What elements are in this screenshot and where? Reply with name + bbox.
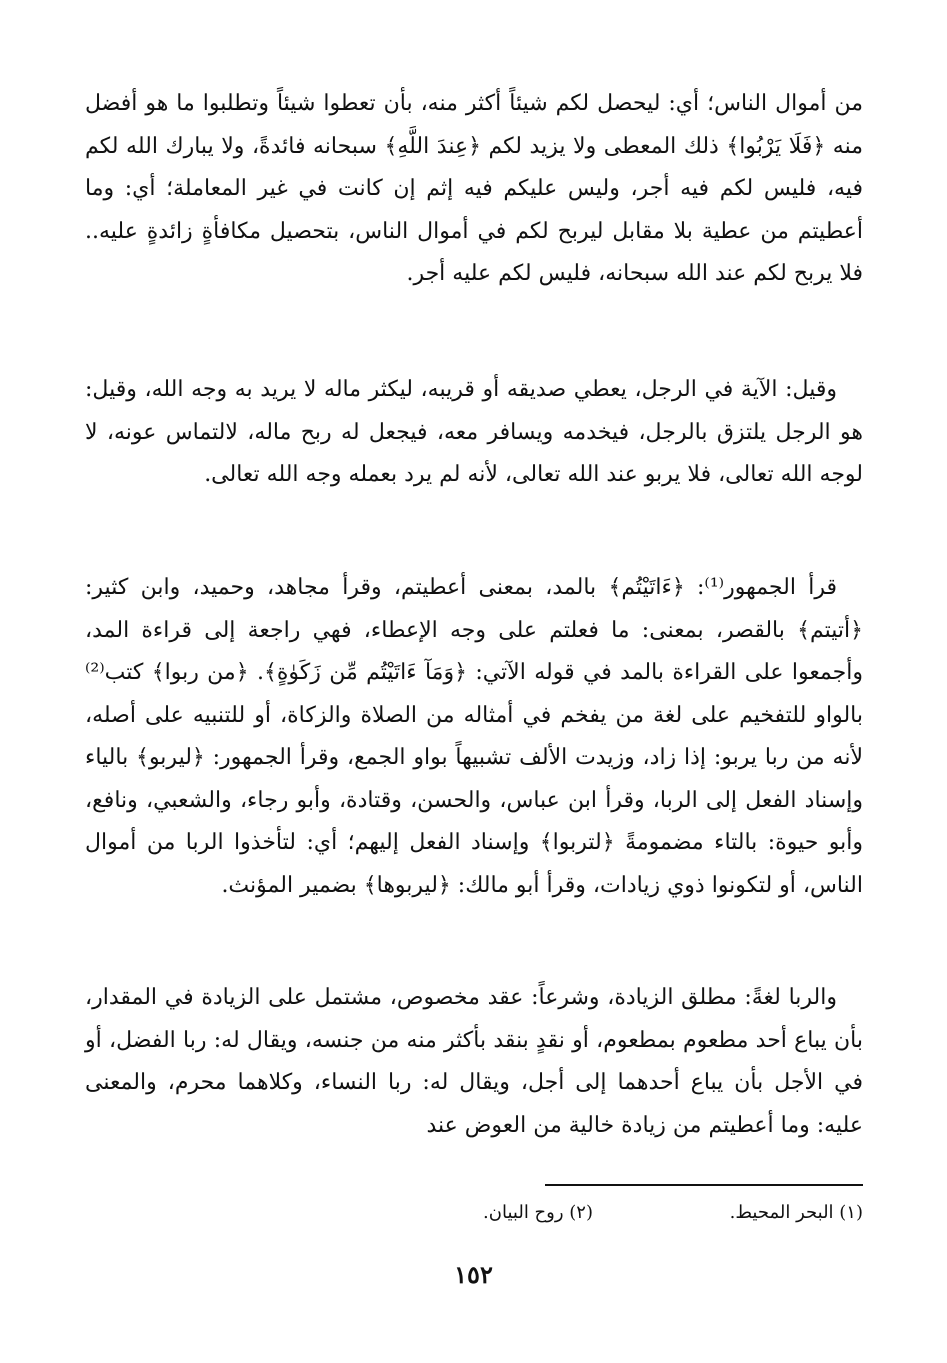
paragraph-4: والربا لغةً: مطلق الزيادة، وشرعاً: عقد مخصوص، مشتمل على الزيادة في المقدار، بأن يباع أحد مطعوم بمطعوم، أو نقدٍ بنقد بأكثر منه من جنسه، ويقال له: ربا الفضل، أو في الأجل بأن يباع أحدهما إلى أجل، ويقال له: ربا النساء، وكلاهما محرم، والمعنى عليه: وما أعطيتم من زيادة خالية من العوض عند: [85, 985, 863, 1138]
footnote-1: (١) البحر المحيط.: [729, 1202, 863, 1223]
footnotes: [85, 1196, 863, 1230]
paragraph-1: من أموال الناس؛ أي: ليحصل لكم شيئاً أكثر منه، بأن تعطوا شيئاً وتطلبوا ما هو أفضل منه ﴿فَلَا يَرْبُوا﴾ ذلك المعطى ولا يزيد لكم ﴿عِندَ اللَّهِ﴾ سبحانه فائدةً، ولا يبارك الله لكم فيه، فليس لكم فيه أجر، وليس عليكم فيه إثم إن كانت في غير المعاملة؛ أي: وما أعطيتم من عطية بلا مقابل ليربح لكم في أموال الناس، بتحصيل مكافأةٍ زائدةٍ عليه.. فلا يربح لكم عند الله سبحانه، فليس لكم عليه أجر.: [85, 91, 863, 286]
page-number: ١٥٢: [454, 1260, 493, 1289]
paragraph-3: قرأ الجمهور⁽¹⁾: ﴿ءَاتَيْتُم﴾ بالمد، بمعنى أعطيتم، وقرأ مجاهد، وحميد، وابن كثير: ﴿أتيتم﴾ بالقصر، بمعنى: ما فعلتم على وجه الإعطاء، فهي راجعة إلى قراءة المد، وأجمعوا على القراءة بالمد في قوله الآتي: ﴿وَمَآ ءَاتَيْتُم مِّن زَكَوٰةٍ﴾. ﴿من ربوا﴾ كتب⁽²⁾ بالواو للتفخيم على لغة من يفخم في أمثاله من الصلاة والزكاة، أو للتنبيه على أصله، لأنه من ربا يربو: إذا زاد، وزيدت الألف تشبيهاً بواو الجمع، وقرأ الجمهور: ﴿ليربو﴾ بالياء وإسناد الفعل إلى الربا، وقرأ ابن عباس، والحسن، وقتادة، وأبو رجاء، والشعبي، ونافع، وأبو حيوة: بالتاء مضمومةً ﴿لتربوا﴾ وإسناد الفعل إليهم؛ أي: لتأخذوا الربا من أموال الناس، أو لتكونوا ذوي زيادات، وقرأ أبو مالك: ﴿ليربوها﴾ بضمير المؤنث.: [85, 575, 863, 898]
body-text-block: [85, 977, 863, 1147]
body-text-block: [85, 567, 863, 907]
footnote-2: (٢) روح البيان.: [483, 1202, 593, 1223]
paragraph-2: وقيل: الآية في الرجل، يعطي صديقه أو قريبه، ليكثر ماله لا يريد به وجه الله، وقيل: هو الرجل يلتزق بالرجل، فيخدمه ويسافر معه، فيجعل له ربح ماله، لالتماس عونه، لا لوجه الله تعالى، فلا يربو عند الله تعالى، لأنه لم يرد بعمله وجه الله تعالى.: [85, 377, 863, 487]
body-text-block: [85, 83, 863, 296]
footnote-divider: [545, 1184, 863, 1186]
body-text-block: [85, 369, 863, 497]
